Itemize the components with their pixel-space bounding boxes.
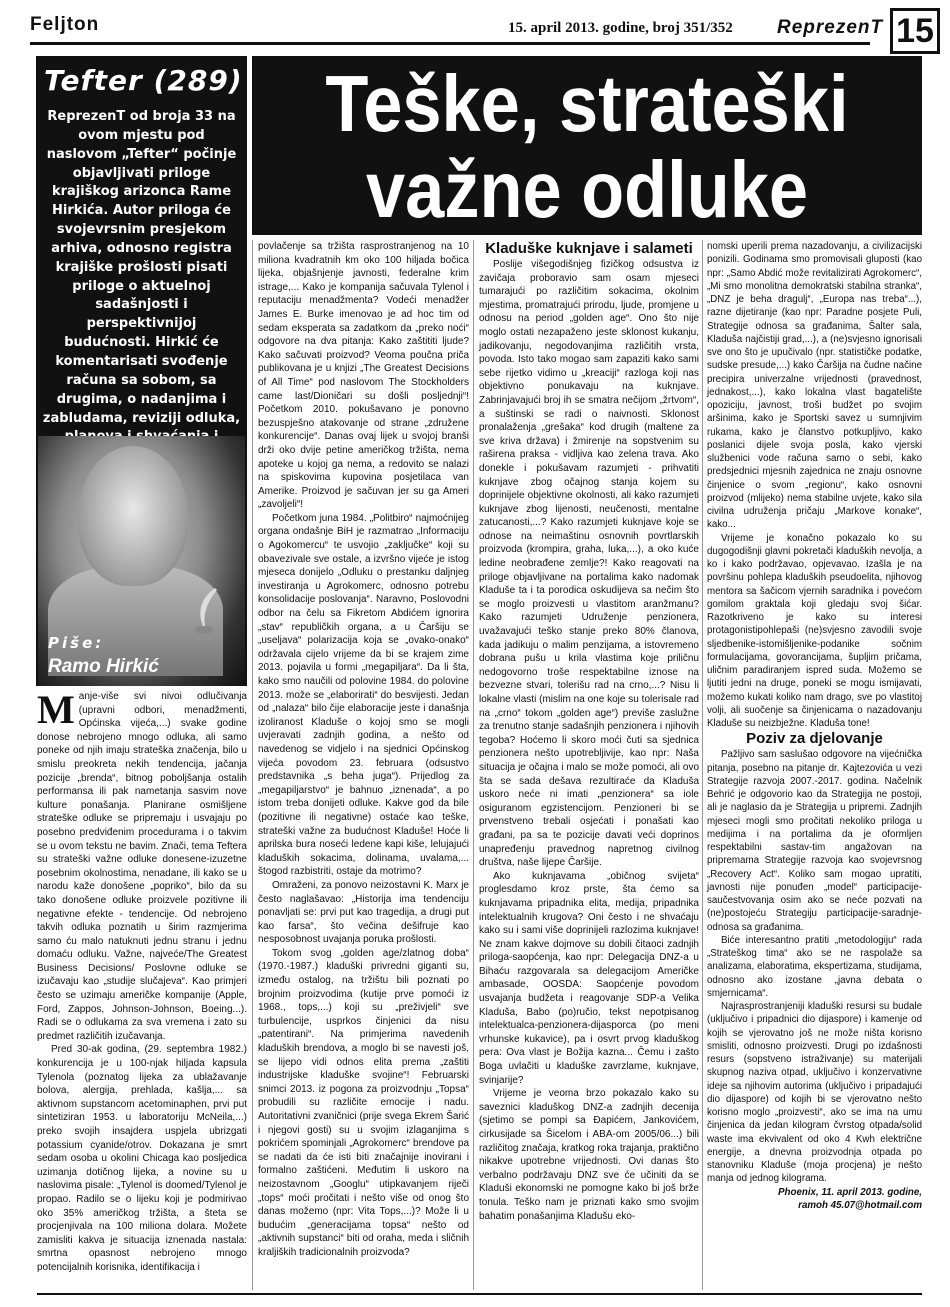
column-divider xyxy=(702,240,703,1290)
column-1 xyxy=(37,687,247,1275)
column-4 xyxy=(707,240,922,1212)
quill-icon xyxy=(191,586,221,636)
paragraph: Pažljivo sam saslušao odgovore na vijećnička pitanja, posebno na pitanje dr. Kajtezovića u vezi Strategije razvoja 2007.-2017. godina. Načelnik Behrić je odgovorio kao da Strategija ne postoji, ali je naglasio da je Strategija u pripremi. Zadnjih mjeseci mogli smo pročitati nekoliko priloga u medijima i na portalima da je oformljen respektabilni sastav-tim angažovan na pripremama Strategije razvoja kao svojevrsnog „Recovery Act“. Koliko sam mogao upratiti, javnosti nije ponuđen „model“ participacije-saučestvovanja osim ako se neće pozvati na (ne)postojeću Strategiju participacije-saradnje-odnosa sa građanima. xyxy=(707,749,922,933)
article-headline xyxy=(252,56,922,235)
page-header xyxy=(30,12,934,50)
subheading: Kladuške kuknjave i salameti xyxy=(485,240,693,257)
column-2 xyxy=(258,240,469,1260)
signature-email: ramoh 45.07@hotmail.com xyxy=(798,1199,922,1211)
page-number: 15 xyxy=(890,8,940,54)
paragraph: Vrijeme je veoma brzo pokazalo kako su saveznici kladuškog DNZ-a zadnjih decenija (sjetimo se pompi sa Đapićem, Jankovićem, cirkusijade sa Šicelom i ABA-om 2005/06...) bili različitog značaja, kratkog roka trajanja, praktično nikakve upotrebne vrijednosti. Ovi danas što verbalno podržavaju DNZ sve će učiniti da se Kladuši ekonomski ne pomogne kako bi još brže tonula. Teško nam je priznati kako smo svojim bahatim ponašanjima Kladušu eko- xyxy=(479,1088,699,1222)
tefter-sidebar xyxy=(36,56,247,686)
column-3 xyxy=(479,240,699,1223)
paragraph xyxy=(37,687,247,1043)
paragraph-text: anje-više svi nivoi odlučivanja (upravni odbori, menadžmenti, Općinska vijeća,...) svake godine donose nebrojeno mnogo odluka, ali samo poneke od njih imaju strateška značenja, bilo u smislu preokreta nekih tendencija, jačanja pozicije „brenda“, bitnog poboljšanja ostalih performansa ili pak nametanja sasvim nove kulture ponašanja. Planirane osmišljene strateške odluke se pripremaju i usvajaju po posebno predviđenim procedurama i o takvim se u ovom tekstu ne bavim. Znači, tema Teftera su strateški važne odluke donesene-izuzetne posebnim okolnostima, nenadane, ili kako se u narodu kaže donošene „popriko“, bilo da su tako donošene odluke proizvele pozitivne ili negativne efekte - tendencije. Od nebrojeno takvih odluka poznatih u širim razmjerima samo ću malo natuknuti jednu stranu i jednu domaću odluku. Važne, najveće/The Greatest Business Decisions/ Poslovne odluke se izučavaju kao „studije slučajeva“. Kao primjeri često se uzimaju američke kompanije (Apple, Ford, Zappos, Johnson-Johnson, Boeing...). Radi se o odlukama za sva vremena i zato su predmet različitih izučavanja. xyxy=(37,691,247,1042)
paragraph: Biće interesantno pratiti „metodologiju“ rada „Strateškog tima“ ako se ne raspolaže sa analizama, elaboratima, ekspertizama, studijama, odnosno ako izostane „javna debata o smjernicama“. xyxy=(707,934,922,999)
paragraph: nomski uperili prema nazadovanju, a civilizacijski ponizili. Godinama smo promovisali gluposti (kao npr: „Samo Abdić može revitalizirati Agrokomerc“, „Mi smo monolitna demokratski stabilna stranka“, „DNZ je beha dragulj“, „Europa nas treba“...), razne dijetiranje (kao npr: Paradne posjete Puli, Strategije odnosa sa građanima, Šalter sala, Kladuša najčistiji grad,...), a (ne)svjesno ignorisali sve ono što je upučivalo (npr. statističke podatke, sudske presude,...) kako Čaršija na čudne načine precipira univerzalne vrijednosti (pravednost, jednakost,...), kako lokalna vlast bagatelište opoziciju, javnost, troši budžet po svojim aršinima, kako je Sportski savez u sumnjivim rukama, kako je članstvo potkupljivo, kako poslanici dijele svoja posla, kako vjerski službenici vode računa samo o sebi, kako predsjednici mjesnih zajednica ne znaju osnovne činjenice o svom „regionu“, kako osnovni proizvod (mlijeko) nema stabilne uvjete, kako sila civilna udruženja pričaju „Markove konake“, kako... xyxy=(707,241,922,531)
paragraph: Najrasprostranjeniji kladuški resursi su budale (uključivo i pripadnici dio dijaspore) i kamenje od kojih se vjerovatno još ne može ništa korisno smisliti, odnosno proizvesti. Drugi po izdašnosti resurs (sopstveno istraživanje) su materijali skupnog naziva otpad, uključivo i konzervativne ideje sa njihovim autorima (uključivo i pripadajući dio dijaspore) od kojih bi se vjerovatno nešto korisno moglo „proizvesti“, ako se ima na umu činjenica da jedan kilogram čvrstog otpada/solid waste ima ekvivalent od oko 4 Kwh električne energije, a dnevna proizvodnja otpada po stanovniku Kladuše (moja procjena) je nešto manja od jednog kilograma. xyxy=(707,1001,922,1185)
paragraph: povlačenje sa tržišta rasprostranjenog na 10 miliona kvadratnih km oko 100 hiljada bočica lijeka, objašnjenje javnosti, federalne krim istrage,... Kako je kompanija sačuvala Tylenol i reputaciju menadžmenta? Vodeći menadžer James E. Burke imenovao je ad hoc tim od sedam eksperata sa zadatkom da „preko noći“ odgovore na dva pitanja: Kako zaštititi ljude? Kako sačuvati proizvod? Veoma poučna priča publikovana je u knjizi „The Greatest Decisions of All Time“ pod naslovom The Stockholders came last/Dioničari su došli posljednji“! Početkom 2010. pokušavano je ponovno bezuspješno atakovanje od strane „združene konkurencije“. Danas ovaj lijek u svojoj branši drži oko dvije petine američkog tržišta, nema apoteke u kojoj ga nema, a redovito se nalazi na spiskovima kupovina posjetilaca van Amerike. Proizvod je sačuvan jer su ga Ameri „zavoljeli“! xyxy=(258,241,469,511)
drop-cap: M xyxy=(37,687,75,732)
brand-name: ReprezenT xyxy=(777,17,884,38)
column-divider xyxy=(473,240,474,1290)
author-name: Ramo Hirkić xyxy=(48,656,159,677)
byline-label: Piše: xyxy=(48,634,105,652)
tefter-logo: Tefter (289) xyxy=(44,64,243,97)
paragraph: Poslije višegodišnjeg fizičkog odsustva iz zavičaja proboravio sam osam mjeseci tumarajući po različitim sokacima, okolnim mjestima, promatrajući prirodu, ljude, promjene u odnosu na period „golden age“. Ono što nije moglo ostati nezapaženo jeste sklonost kukanju, jadikovanju, negodovanjima različitih vrsta, povoda. Isto tako mogao sam zapaziti kako sami sebe rijetko vidimo u „kreaciji“ razloga koji nas objektivno ponukavaju na kuknjave. Zabrinjavajući broj ih se smatra nečijom „žrtvom“, a suštinski se radi o naivnosti. Sklonost pronalaženja „grešaka“ kod drugih (maltene za sve kriva država) i žmirenje na sopstvenim su raširena praksa - vidljiva kao zelena trava. Ako donekle i pokušavam razumjeti - prihvatiti kuknjave zbog očajnog stanja kojem su doprinijele objektivne okolnosti, ali kako razumjeti kuknjave zbog lijenosti, neučenosti, mentalne zatucanosti,...? Kako razumjeti kuknjave koje se odnose na neimaštinu osnovnih povrtlarskih proizvoda (krompira, graha, luka,...), a oko kuće ledine neobrađene zemlje?! Kako reagovati na priloge objavljivane na portalima kako nadomak Kladuše ta i ta porodica oskudijeva sa nečim što se moglo proizvesti u vlastitom aranžmanu? Kako razumjeti Udruženje penzionera, uvažavajući teško stanje preko 80% članova, kada jadikuju o malim penzijama, a istovremeno dobrana pušu u krila vlastima koje priličnu nedogovorno troše respektabilne iznose na bezvezne stvari, tolerišu rad na crno,...? Nisu li lokalne vlasti (mislim na one koje su tolerisale rad na „crno“ tokom „golden age“) previše zaslužne za trenutno stanje sadašnjih penzionera i njihovih tegoba? Hoćemo li skoro moći čuti sa sjednica penzionera nešto upotrebljivije, kao npr: Naša situacija je očajna i malo se može pomoći, ali ovo šta se sada dešava rezultiraće da Kladuša uskoro neće ni imati „penzionera“ sa iole osiguranom egzistencijom. Penzioneri bi se prvenstveno trebali osjećati i ponašati kao građani, pa sa te pozicije davati veći doprinos unapređenju pravednog napretnog civilnog društva, naše lijepe Čaršije. xyxy=(479,259,699,869)
sidebar-intro: ReprezenT od broja 33 na ovom mjestu pod naslovom „Tefter“ počinje objavljivati priloge krajiškog arizonca Rame Hirkića. Autor priloga će svojevrsnim presjekom arhiva, odnosno registra krajiške prošlosti pisati priloge o aktuelnoj sadašnjosti i perspektivnijoj budućnosti. Hirkić će komentarisati svođenje računa sa sobom, sa drugima, o nadanjima i zabludama, reviziji odluka, xyxy=(42,109,241,426)
headline-line-1: Teške, strateški xyxy=(325,59,849,148)
footer-rule xyxy=(37,1293,922,1295)
photo-face xyxy=(78,446,188,586)
issue-date: 15. april 2013. godine, broj 351/352 xyxy=(508,20,733,36)
subheading: Poziv za djelovanje xyxy=(746,730,883,748)
section-label: Feljton xyxy=(30,14,100,35)
paragraph: Ako kuknjavama „običnog svijeta“ proglesdamo kroz prste, šta ćemo sa kuknjavama pripadnika elita, medija, pripadnika intelektualnih krugova? Oni često i ne shvaćaju kako su i sami više doprinijeli razlozima kuknjave! Ne znam kakve dojmove su dobili čitaoci zadnjih priloga-saopćenja, kao npr: Delegacija DNZ-a u Bihaću razgovarala sa delegacijom Američke ambasade, OOSDA: Saopćenje povodom usvajanja budžeta i reagovanje SDP-a Velika Kladuša, Babo (po)ručio, tekst nepotpisanog intelektualca-penzionera-dijasporca (po meni vrhunske kukavice), pa i osvrt prvog kladuškog pera: Ova vlast je Božija kazna... Čemu i zašto Boga uvlačiti u kladuške zavrzlame, kuknjave, svinjarije? xyxy=(479,870,699,1086)
paragraph: Omraženi, za ponovo neizostavni K. Marx je često naglašavao: „Historija ima tendenciju ponavljati se: prvi put kao tragedija, a drugi put kao farsa“, što večina dešifruje kao nesposobnost uvajanja poruka prošlosti. xyxy=(258,879,469,946)
paragraph: Početkom juna 1984. „Politbiro“ najmoćnijeg organa ondašnje BiH je razmatrao „Informaciju o Agokomercu“ te usvojio „zaključke“ koji su obavezivale sve ostale, a izvršno vijeće je istog mjeseca donijelo „Odluku o prestanku daljnjeg investiranja u Agrokomerc, odnosno potrebu konsolidacije poslovanja“. Naravno, Poslovodni odbor na čelu sa Fikretom Abdićem ignorira „stav“ republičkih organa, a u Čaršiju se „useljava“ polarizacija koja se „ovako-onako“ održavala cijelo vrijeme da bi se krajem zime 2013. pojavila u formi „megapiljara“. Da li šta, kako smo naučili od polovine 1984. do polovine 2013. može se „elaborirati“ do besvijesti. Jedan od „nalaza“ bilo čije elaboracije jeste i današnja izoliranost Kladuše o kojoj smo se mogli uvjeravati zadnjih godina, a nešto od navedenog se vidjelo i na sjednici Općinskog vijeća povodom 23. februara (odsustvo predstavnika „s beha juga“). Prijedlog za „megapiljarstvo“ je bahnuo „iznenada“, a po istom treba donijeti odluke. Kakve god da bile (pozitivne ili negativne) ostaće kao teške, strateški važne za budućnost Kladuše! Hoće li aprilska bura noseći ledene kapi kiše, lelujajući kladuških sokacima, dolinama, uvalama,... štogod razbistriti, ostaje da motrimo? xyxy=(258,512,469,878)
column-divider xyxy=(252,240,253,1290)
paragraph: Pred 30-ak godina, (29. septembra 1982.) konkurencija je u 100-njak hiljada kapsula Tylenola (poznatog lijeka za ublažavanje bolova, alergija, prehlada, kašlja,... sa aktivnom supstancom acetominaphen, prvi put sintetiziran 1953. u laboratoriju McNeila,...) preko svojih insajdera uspjela ubrizgati potassium cyanide/otrov. Dokazana je smrt sedam osoba u okolini Chicaga kao posljedica uzimanja dotičnog lijeka, a novine su u naslovima pisale: „Tylenol is doomed/Tylenol je propao. Radilo se o lijeku koji je podmirivao oko 35% američkog tržišta, a šteta se procjenjivala na 100 miliona dolara. Možete zamisliti kakva je situacija iznenada nastala: smrtna opasnost nebrojeno mnogo potencijalnih korisnika, identifikacija i xyxy=(37,1044,247,1273)
paragraph: Tokom svog „golden age/zlatnog doba“ (1970.-1987.) kladuški privredni giganti su, između ostalog, na tržištu bili poznati po brojnim proizvodima (kutije prve pomoći iz 1968., tops,...) koji su „preživjeli“ sve turbulencije, usprkos činjenici da nisu „patentirani“. Na primjerima navedenih kladuških brendova, a moglo bi se navesti još, se lijepo vidi odnos elita prema „zaštiti industrijske kladuške svojine“! Februarski snimci 2013. iz pogona za proizvodnju „Topsa“ probudili su različite emocije i nadu. Autoritativni zvaničnici (prije svega Ekrem Šarić i njegovi gosti) su u svojim izlaganjima s pokrićem spominjali „Agrokomerc“ brendove pa se nadati da će isti biti značajnije inovirani i formalno zaštićeni. Međutim li uskoro na neizostavnom „Googlu“ utipkavanjem riječi „tops“ moći pročitati i nešto više od onog što danas možemo (npr: Vita Tops,...)? Može li u budućim „generacijama topsa“ nešto od „aktivnih supstanci“ biti od oraha, meda i sličnih kraljiških tradicionalnih proizvoda? xyxy=(258,947,469,1258)
signature-place-date: Phoenix, 11. april 2013. godine, xyxy=(778,1186,922,1198)
header-rule xyxy=(30,42,870,45)
paragraph: Vrijeme je konačno pokazalo ko su dugogodišnji glavni pokretači kladuških nevolja, a ko i kako podržavao, opjevavao. Izašla je na površinu pohlepa kladuških pseudoelita, njihovog mentora sa šačicom vjernih saradnika i povećom gomilom graktala koji gledaju svoj šićar. Razotkriveno je kako su interesi protagonistipohlepaši (ne)svjesno zavodili svoje sljedbenike-istomišljenike-podanike sočnim formulacijama, govorancijama, šupljim pričama, uličnim paradiranjem ispred suda. Možemo se ljutiti jedni na druge, poneki se mogu ismijavati, možemo kukati koliko nam drago, sve po vlastitoj volji, ali suočenje sa činjenicama o nazadovanju Kladuše su neizbježne. Kladuša tone! xyxy=(707,532,922,729)
headline-line-2: važne odluke xyxy=(365,145,809,234)
